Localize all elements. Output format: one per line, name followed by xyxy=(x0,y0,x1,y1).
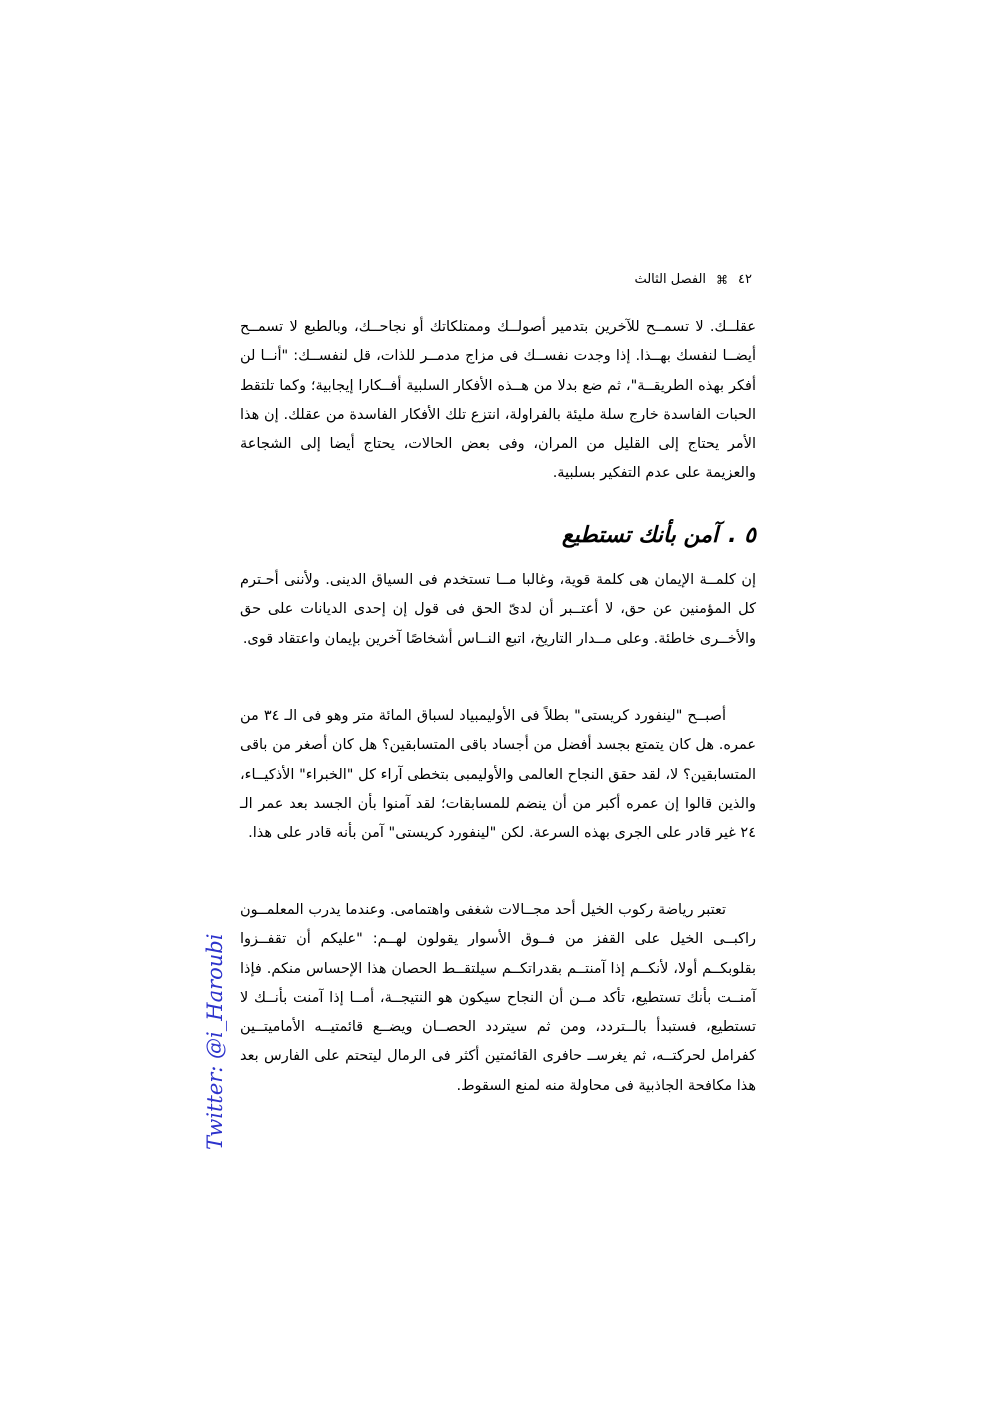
section-paragraph-2 xyxy=(240,702,756,848)
paragraph: عقلــك. لا تسمــح للآخرين بتدمير أصولــك وممتلكاتك أو نجاحــك، وبالطبع لا تسمــح أيضــا لنفسك بهــذا. إذا وجدت نفســك فى مزاج مدمــر للذات، قل لنفســك: "أنــا لن أفكر بهذه الطريقــة"، ثم ضع بدلا من هــذه الأفكار السلبية أفــكارا إيجابية؛ وكما تلتقط الحبات الفاسدة خارج سلة مليئة بالفراولة، انتزع تلك الأفكار الفاسدة من عقلك. إن هذا الأمر يحتاج إلى القليل من المران، وفى بعض الحالات، يحتاج أيضا إلى الشجاعة والعزيمة على عدم التفكير بسلبية. xyxy=(240,319,756,482)
paragraph: أصبــح "لينفورد كريستى" بطلاً فى الأوليمبياد لسباق المائة متر وهو فى الـ ٣٤ من عمره. هل كان يتمتع بجسد أفضل من أجساد باقى المتسابقين؟ هل كان أصغر من باقى المتسابقين؟ لا، لقد حقق النجاح العالمى والأوليمبى بتخطى آراء كل "الخبراء" الأذكيــاء، والذين قالوا إن عمره أكبر من أن ينضم للمسابقات؛ لقد آمنوا بأن الجسد بعد عمر الـ ٢٤ غير قادر على الجرى بهذه السرعة. لكن "لينفورد كريستى" آمن بأنه قادر على هذا. xyxy=(240,708,756,842)
page-number: ٤٢ xyxy=(738,272,752,287)
ornament-icon: ⌘ xyxy=(716,273,729,287)
twitter-watermark: Twitter: @i_Haroubi xyxy=(203,933,227,1150)
section-paragraph-1 xyxy=(240,566,756,654)
paragraph: تعتبر رياضة ركوب الخيل أحد مجــالات شغفى واهتمامى. وعندما يدرب المعلمــون راكبــى الخيل على القفز من فــوق الأسوار يقولون لهــم: "عليكم أن تقفــزوا بقلوبكــم أولا، لأنكــم إذا آمنتــم بقدراتكــم سيلتقــط الحصان هذا الإحساس منكم. فإذا آمنــت بأنك تستطيع، تأكد مــن أن النجاح سيكون هو النتيجــة، أمــا إذا آمنت بأنــك لا تستطيع، فستبدأ بالــتردد، ومن ثم سيتردد الحصــان ويضــع قائمتيــه الأماميتــين كفرامل لحركتــه، ثم يغرســ حافرى القائمتين أكثر فى الرمال ليتحتم على الفارس بعد هذا مكافحة الجاذبية فى محاولة منه لمنع السقوط. xyxy=(240,902,756,1094)
section-number: ٥ . xyxy=(728,523,756,548)
chapter-title: الفصل الثالث xyxy=(634,272,707,287)
section-paragraph-3 xyxy=(240,896,756,1101)
section-title: آمن بأنك تستطيع xyxy=(561,523,719,548)
section-heading xyxy=(562,518,756,554)
intro-paragraph-block xyxy=(240,313,756,489)
running-header xyxy=(634,268,752,292)
paragraph: إن كلمــة الإيمان هى كلمة قوية، وغالبا مــا تستخدم فى السياق الدينى. ولأننى أحـترم كل المؤمنين عن حق، لا أعتــبر أن لدىّ الحق فى قول إن إحدى الديانات على حق والأخــرى خاطئة. وعلى مــدار التاريخ، اتبع النــاس أشخاصًا آخرين بإيمان واعتقاد قوى. xyxy=(240,572,756,647)
